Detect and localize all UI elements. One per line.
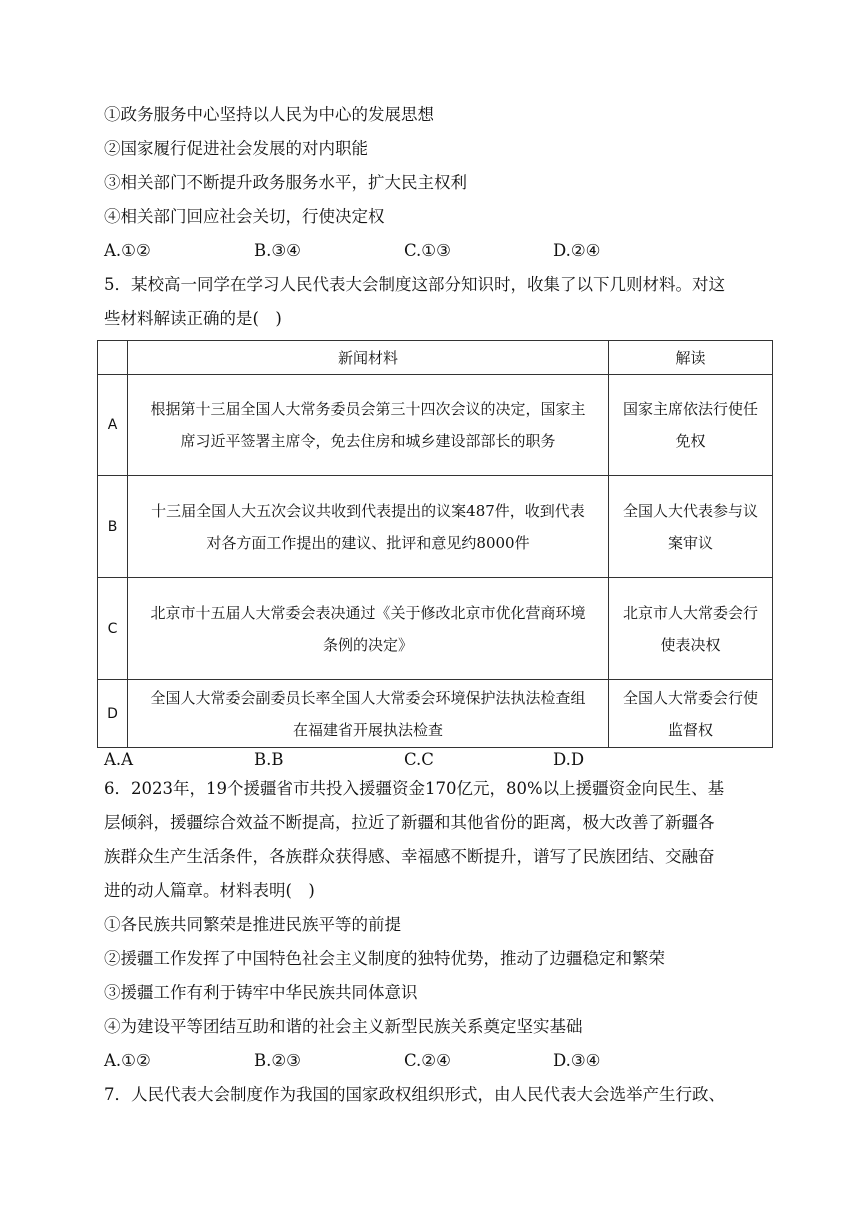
q4-item-1: ①政务服务中心坚持以人民为中心的发展思想 xyxy=(104,105,434,124)
row-label: B xyxy=(98,476,128,578)
q6-option-a[interactable]: A.①② xyxy=(104,1051,151,1070)
table-row xyxy=(98,578,773,680)
row-news: 根据第十三届全国人大常务委员会第三十四次会议的决定，国家主席习近平签署主席令，免去住房和城乡建设部部长的职务 xyxy=(128,375,609,476)
q5-stem-line2: 些材料解读正确的是( ) xyxy=(104,309,282,328)
q6-stem-line2: 层倾斜，援疆综合效益不断提高，拉近了新疆和其他省份的距离，极大改善了新疆各 xyxy=(104,813,715,832)
q5-option-d[interactable]: D.D xyxy=(553,750,585,769)
q5-option-a[interactable]: A.A xyxy=(104,750,134,769)
q6-stem-line4: 进的动人篇章。材料表明( ) xyxy=(104,881,315,900)
q4-item-2: ②国家履行促进社会发展的对内职能 xyxy=(104,139,368,158)
row-news: 十三届全国人大五次会议共收到代表提出的议案487件，收到代表对各方面工作提出的建议、批评和意见约8000件 xyxy=(128,476,609,578)
q4-option-b[interactable]: B.③④ xyxy=(254,241,301,260)
q4-item-3: ③相关部门不断提升政务服务水平，扩大民主权利 xyxy=(104,173,467,192)
q5-stem-line1: 5．某校高一同学在学习人民代表大会制度这部分知识时，收集了以下几则材料。对这 xyxy=(104,275,725,294)
q5-option-b[interactable]: B.B xyxy=(254,750,284,769)
table-row xyxy=(98,476,773,578)
q6-item-3: ③援疆工作有利于铸牢中华民族共同体意识 xyxy=(104,983,418,1002)
row-interp: 全国人大代表参与议案审议 xyxy=(609,476,773,578)
q6-option-d[interactable]: D.③④ xyxy=(553,1051,601,1070)
header-news: 新闻材料 xyxy=(128,341,609,375)
q4-item-4: ④相关部门回应社会关切，行使决定权 xyxy=(104,207,385,226)
q6-option-c[interactable]: C.②④ xyxy=(404,1051,451,1070)
row-interp: 全国人大常委会行使监督权 xyxy=(609,680,773,748)
q4-option-a[interactable]: A.①② xyxy=(104,241,151,260)
q6-item-2: ②援疆工作发挥了中国特色社会主义制度的独特优势，推动了边疆稳定和繁荣 xyxy=(104,949,665,968)
table-corner-cell xyxy=(98,341,128,375)
q4-option-d[interactable]: D.②④ xyxy=(553,241,601,260)
q5-option-c[interactable]: C.C xyxy=(404,750,434,769)
q5-material-table xyxy=(97,340,773,748)
row-label: C xyxy=(98,578,128,680)
header-interp: 解读 xyxy=(609,341,773,375)
q7-stem-line1: 7．人民代表大会制度作为我国的国家政权组织形式，由人民代表大会选举产生行政、 xyxy=(104,1085,725,1104)
q4-option-c[interactable]: C.①③ xyxy=(404,241,451,260)
q6-option-b[interactable]: B.②③ xyxy=(254,1051,301,1070)
row-news: 北京市十五届人大常委会表决通过《关于修改北京市优化营商环境条例的决定》 xyxy=(128,578,609,680)
row-interp: 北京市人大常委会行使表决权 xyxy=(609,578,773,680)
row-label: A xyxy=(98,375,128,476)
table-row xyxy=(98,375,773,476)
q6-stem-line1: 6．2023年，19个援疆省市共投入援疆资金170亿元，80%以上援疆资金向民生、基 xyxy=(104,779,725,798)
q6-item-1: ①各民族共同繁荣是推进民族平等的前提 xyxy=(104,915,401,934)
table-row xyxy=(98,680,773,748)
row-interp: 国家主席依法行使任免权 xyxy=(609,375,773,476)
q6-item-4: ④为建设平等团结互助和谐的社会主义新型民族关系奠定坚实基础 xyxy=(104,1017,583,1036)
q6-stem-line3: 族群众生产生活条件，各族群众获得感、幸福感不断提升，谱写了民族团结、交融奋 xyxy=(104,847,715,866)
row-label: D xyxy=(98,680,128,748)
row-news: 全国人大常委会副委员长率全国人大常委会环境保护法执法检查组在福建省开展执法检查 xyxy=(128,680,609,748)
